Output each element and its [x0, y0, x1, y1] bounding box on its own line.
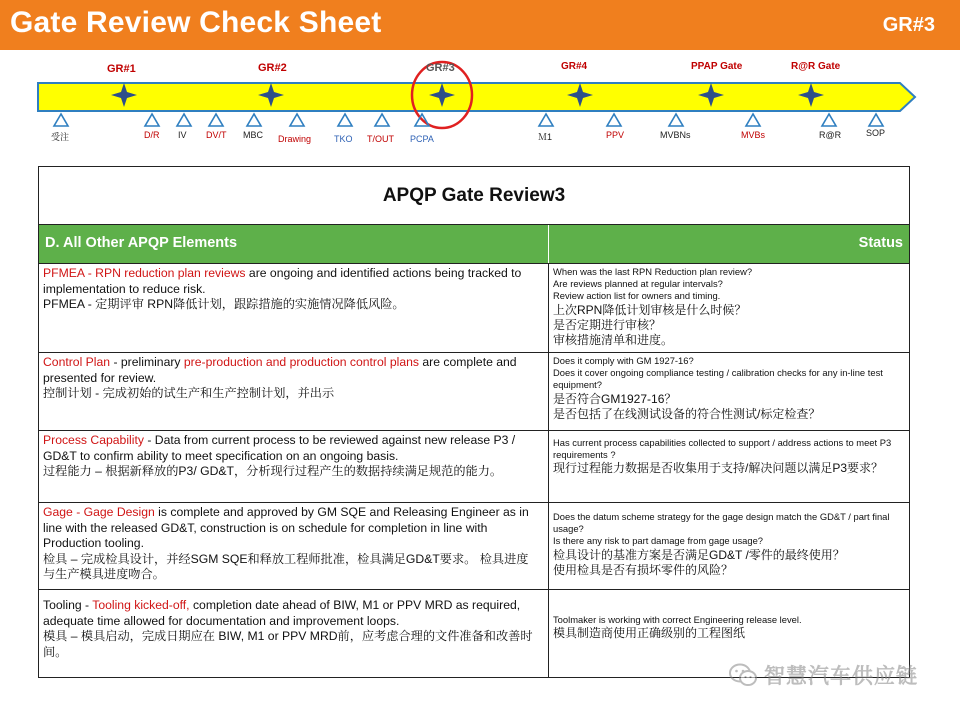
milestone-marker: [822, 114, 836, 126]
status-line-cn: 是否定期进行审核？: [553, 317, 662, 332]
element-cell: [39, 503, 549, 589]
element-desc-cn: 检具 – 完成检具设计，并经SGM SQE和释放工程师批准，检具满足GD&T要求。 检具进度 与生产模具进度吻合。: [43, 551, 529, 582]
element-desc: - Data from current process to be reviewed against new release P3 / GD&T to confirm ability to meet specification on an ongoing basis.: [43, 433, 516, 463]
milestone-label: MBC: [243, 130, 263, 140]
gate-label-ppap: PPAP Gate: [691, 61, 743, 72]
review-sheet: [38, 166, 910, 678]
milestone-marker: [177, 114, 191, 126]
element-term: Control Plan: [43, 355, 111, 369]
status-line: Is there any risk to part damage from gage usage?: [553, 535, 764, 547]
status-line: Toolmaker is working with correct Engineering release level.: [553, 614, 802, 625]
section-title: D. All Other APQP Elements: [39, 225, 549, 263]
status-cell: [549, 264, 909, 352]
element-desc-cn: 模具 – 模具启动，完成日期应在 BIW, M1 or PPV MRD前，应考虑合理的文件准备和改善时间。: [43, 629, 533, 659]
milestone-label: PCPA: [410, 134, 434, 144]
milestone-marker: [338, 114, 352, 126]
watermark-text: 智慧汽车供应链: [764, 665, 918, 688]
milestone-marker: [869, 114, 883, 126]
milestone-marker: [746, 114, 760, 126]
status-line: Does the datum scheme strategy for the gage design match the GD&T / part final usage?: [553, 511, 890, 535]
page-title: Gate Review Check Sheet: [10, 6, 382, 39]
gate-label-gr3: GR#3: [426, 62, 455, 74]
milestone-label: PPV: [606, 130, 625, 140]
milestone-marker: [54, 114, 68, 126]
element-desc: are ongoing and identified actions being tracked to implementation to reduce risk.: [43, 266, 522, 296]
milestone-label: Drawing: [278, 134, 312, 144]
element-desc-cn: PFMEA - 定期评审 RPN降低计划，跟踪措施的实施情况降低风险。: [43, 297, 405, 312]
element-term: Process Capability: [43, 433, 144, 447]
gate-label-gr1: GR#1: [107, 63, 136, 75]
element-cell: [39, 353, 549, 430]
status-cell: [549, 431, 909, 502]
table-row: [39, 431, 909, 503]
milestone-marker: [145, 114, 159, 126]
table-row: [39, 264, 909, 353]
status-line-cn: 检具设计的基准方案是否满足GD&T /零件的最终使用？: [553, 547, 845, 562]
milestone-label: TKO: [334, 134, 353, 144]
status-line-cn: 模具制造商使用正确级别的工程图纸: [553, 626, 746, 641]
status-line: Has current process capabilities collected to support / address actions to meet P3 requirements ?: [553, 437, 892, 461]
milestone-label: T/OUT: [367, 134, 394, 144]
milestone-label: DV/T: [206, 130, 227, 140]
status-cell: [549, 503, 909, 589]
element-term: PFMEA - RPN reduction plan reviews: [43, 266, 246, 280]
element-mid: - preliminary: [110, 355, 184, 369]
wechat-icon: [728, 662, 758, 688]
status-column-header: Status: [858, 235, 903, 251]
milestone-label: IV: [178, 130, 187, 140]
milestone-marker: [607, 114, 621, 126]
table-row: [39, 503, 909, 590]
sheet-title: APQP Gate Review3: [39, 167, 909, 225]
element-desc: are complete and presented for review.: [43, 355, 517, 385]
milestone-marker: [209, 114, 223, 126]
gate-code: GR#3: [882, 14, 935, 36]
element-lead: Tooling -: [43, 598, 93, 612]
status-line-cn: 现行过程能力数据是否收集用于支持/解决问题以满足P3要求？: [553, 461, 884, 476]
milestone-markers: [54, 114, 883, 126]
element-desc-cn: 过程能力 – 根据新释放的P3/ GD&T，分析现行过程产生的数据持续满足规范的能力。: [43, 464, 503, 479]
element-desc: completion date ahead of BIW, M1 or PPV MRD as required, adequate time allowed for documentation and improvement loops.: [43, 598, 521, 628]
status-line-cn: 是否符合GM1927-16？: [553, 391, 677, 406]
milestone-marker: [539, 114, 553, 126]
element-term: Tooling kicked-off,: [92, 598, 190, 612]
status-line: Review action list for owners and timing.: [553, 290, 721, 302]
element-cell: [39, 590, 549, 677]
header-bar: [0, 0, 960, 50]
status-line-cn: 使用检具是否有损坏零件的风险？: [553, 562, 734, 577]
milestone-label: R@R: [819, 130, 842, 140]
element-term: Gage - Gage Design: [43, 505, 155, 519]
element-term-2: pre-production and production control plans: [183, 355, 420, 369]
status-line: Does it comply with GM 1927-16?: [553, 355, 694, 366]
gate-timeline: [0, 55, 960, 155]
milestone-label: MVBs: [741, 130, 766, 140]
milestone-label: Ｍ1: [538, 132, 553, 142]
element-desc: is complete and approved by GM SQE and Releasing Engineer as in line with the released GD&T, construction is on schedule for completion in line with Production tooling.: [43, 505, 529, 551]
milestone-marker: [375, 114, 389, 126]
milestone-label: MVBNs: [660, 130, 691, 140]
element-cell: [39, 431, 549, 502]
milestone-label: 受注: [51, 132, 70, 142]
status-cell: [549, 353, 909, 430]
milestone-marker: [290, 114, 304, 126]
status-line-cn: 上次RPN降低计划审核是什么时候？: [553, 302, 747, 317]
status-line-cn: 是否包括了在线测试设备的符合性测试/标定检查？: [553, 406, 821, 421]
status-line-cn: 审核措施清单和进度。: [553, 332, 674, 347]
section-header: [39, 225, 909, 264]
gate-label-rr: R@R Gate: [791, 61, 841, 72]
status-line: Are reviews planned at regular intervals?: [553, 278, 723, 290]
milestone-marker: [247, 114, 261, 126]
milestone-marker: [669, 114, 683, 126]
status-line: Does it cover ongoing compliance testing / calibration checks for any in-line test equipment?: [553, 367, 883, 391]
milestone-label: D/R: [144, 130, 160, 140]
milestone-label: SOP: [866, 128, 886, 138]
table-row: [39, 353, 909, 431]
timeline-arrow-bar: [38, 83, 915, 111]
element-desc-cn: 控制计划 - 完成初始的试生产和生产控制计划，并出示: [43, 386, 335, 401]
gate-label-gr2: GR#2: [258, 62, 287, 74]
gate-label-gr4: GR#4: [561, 61, 588, 72]
watermark: [728, 660, 918, 690]
status-line: When was the last RPN Reduction plan review?: [553, 266, 753, 277]
element-cell: [39, 264, 549, 352]
